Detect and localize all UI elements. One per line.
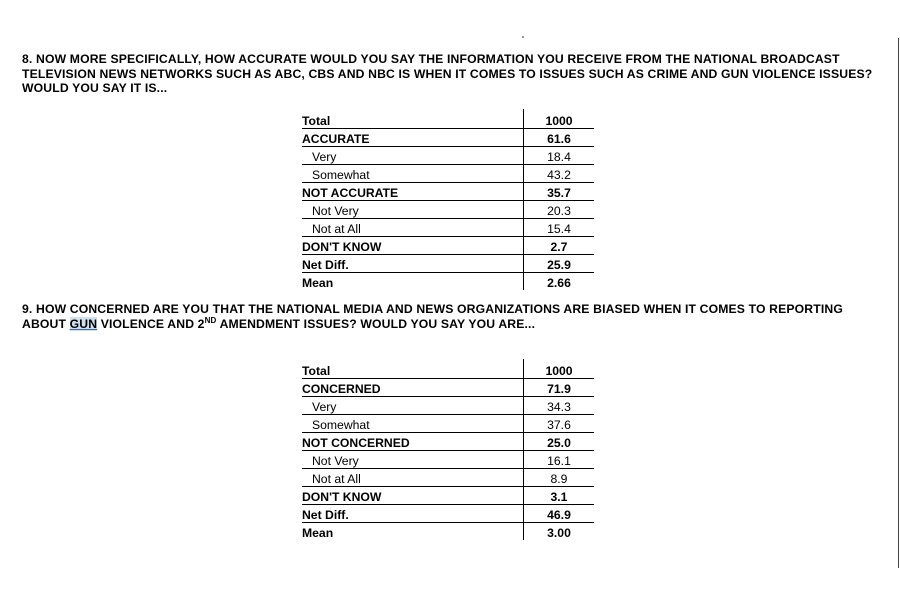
row-label-somewhat: Somewhat: [302, 415, 524, 433]
table-row: [302, 505, 594, 523]
row-label-very: Very: [302, 147, 524, 165]
table-row: [302, 523, 594, 541]
row-label-accurate: ACCURATE: [302, 129, 524, 147]
row-value-somewhat: 43.2: [524, 165, 595, 183]
question-8-text: 8. NOW MORE SPECIFICALLY, HOW ACCURATE WOULD YOU SAY THE INFORMATION YOU RECEIVE FROM THE NATIONAL BROADCAST TELEVISION NEWS NETWORKS SUCH AS ABC, CBS AND NBC IS WHEN IT COMES TO ISSUES SUCH AS CRIME AND GUN VIOLENCE ISSUES? WOULD YOU SAY IT IS...: [22, 52, 873, 96]
stray-mark: [522, 36, 524, 38]
row-label-total: Total: [302, 109, 524, 129]
row-label-not-very: Not Very: [302, 201, 524, 219]
row-value-very: 34.3: [524, 397, 595, 415]
table-row: [302, 147, 594, 165]
table-row: [302, 165, 594, 183]
question-9-table: [302, 359, 594, 540]
question-9-part-1: 9. HOW CONCERNED ARE YOU THAT THE NATIONAL MEDIA AND NEWS ORGANIZATIONS ARE BIASED WHEN IT COMES TO REPORTING ABOUT: [22, 302, 843, 331]
row-label-very: Very: [302, 397, 524, 415]
row-value-net-diff: 25.9: [524, 255, 595, 273]
row-value-total: 1000: [524, 359, 595, 379]
row-value-not-at-all: 8.9: [524, 469, 595, 487]
row-label-net-diff: Net Diff.: [302, 505, 524, 523]
table-row: [302, 273, 594, 291]
table-row: [302, 201, 594, 219]
question-8-table: [302, 109, 594, 290]
row-value-accurate: 61.6: [524, 129, 595, 147]
row-label-dont-know: DON'T KNOW: [302, 487, 524, 505]
table-row: [302, 129, 594, 147]
question-9-superscript: ND: [204, 315, 217, 325]
row-value-mean: 2.66: [547, 276, 571, 290]
table-row: [302, 415, 594, 433]
table-row: [302, 451, 594, 469]
row-label-net-diff: Net Diff.: [302, 255, 524, 273]
table-row: [302, 379, 594, 397]
table-row: [302, 109, 594, 129]
row-label-not-very: Not Very: [302, 451, 524, 469]
row-label-not-accurate: NOT ACCURATE: [302, 183, 524, 201]
table-row: [302, 255, 594, 273]
row-label-concerned: CONCERNED: [302, 379, 524, 397]
row-value-not-very: 20.3: [524, 201, 595, 219]
row-value-mean: 3.00: [547, 526, 571, 540]
row-value-concerned: 71.9: [524, 379, 595, 397]
row-value-somewhat: 37.6: [524, 415, 595, 433]
table-row: [302, 359, 594, 379]
table-row: [302, 219, 594, 237]
row-label-not-concerned: NOT CONCERNED: [302, 433, 524, 451]
row-label-mean: Mean: [302, 523, 524, 541]
row-value-not-concerned: 25.0: [524, 433, 595, 451]
row-value-dont-know: 3.1: [524, 487, 595, 505]
row-label-mean: Mean: [302, 273, 524, 291]
table-row: [302, 397, 594, 415]
row-value-dont-know: 2.7: [524, 237, 595, 255]
table-row: [302, 237, 594, 255]
table-row: [302, 469, 594, 487]
row-value-total: 1000: [524, 109, 595, 129]
row-label-somewhat: Somewhat: [302, 165, 524, 183]
row-label-not-at-all: Not at All: [302, 469, 524, 487]
row-label-dont-know: DON'T KNOW: [302, 237, 524, 255]
row-value-not-very: 16.1: [524, 451, 595, 469]
table-row: [302, 487, 594, 505]
row-label-total: Total: [302, 359, 524, 379]
table-row: [302, 183, 594, 201]
row-label-not-at-all: Not at All: [302, 219, 524, 237]
row-value-net-diff: 46.9: [524, 505, 595, 523]
row-value-not-accurate: 35.7: [524, 183, 595, 201]
table-row: [302, 433, 594, 451]
question-9-part-3: AMENDMENT ISSUES? WOULD YOU SAY YOU ARE...: [216, 316, 536, 331]
right-border-line: [898, 38, 899, 568]
question-9-part-2: VIOLENCE AND 2: [97, 316, 205, 331]
question-9-text: [22, 302, 882, 331]
row-value-very: 18.4: [524, 147, 595, 165]
question-9-highlighted-word: GUN: [69, 316, 98, 331]
row-value-not-at-all: 15.4: [524, 219, 595, 237]
